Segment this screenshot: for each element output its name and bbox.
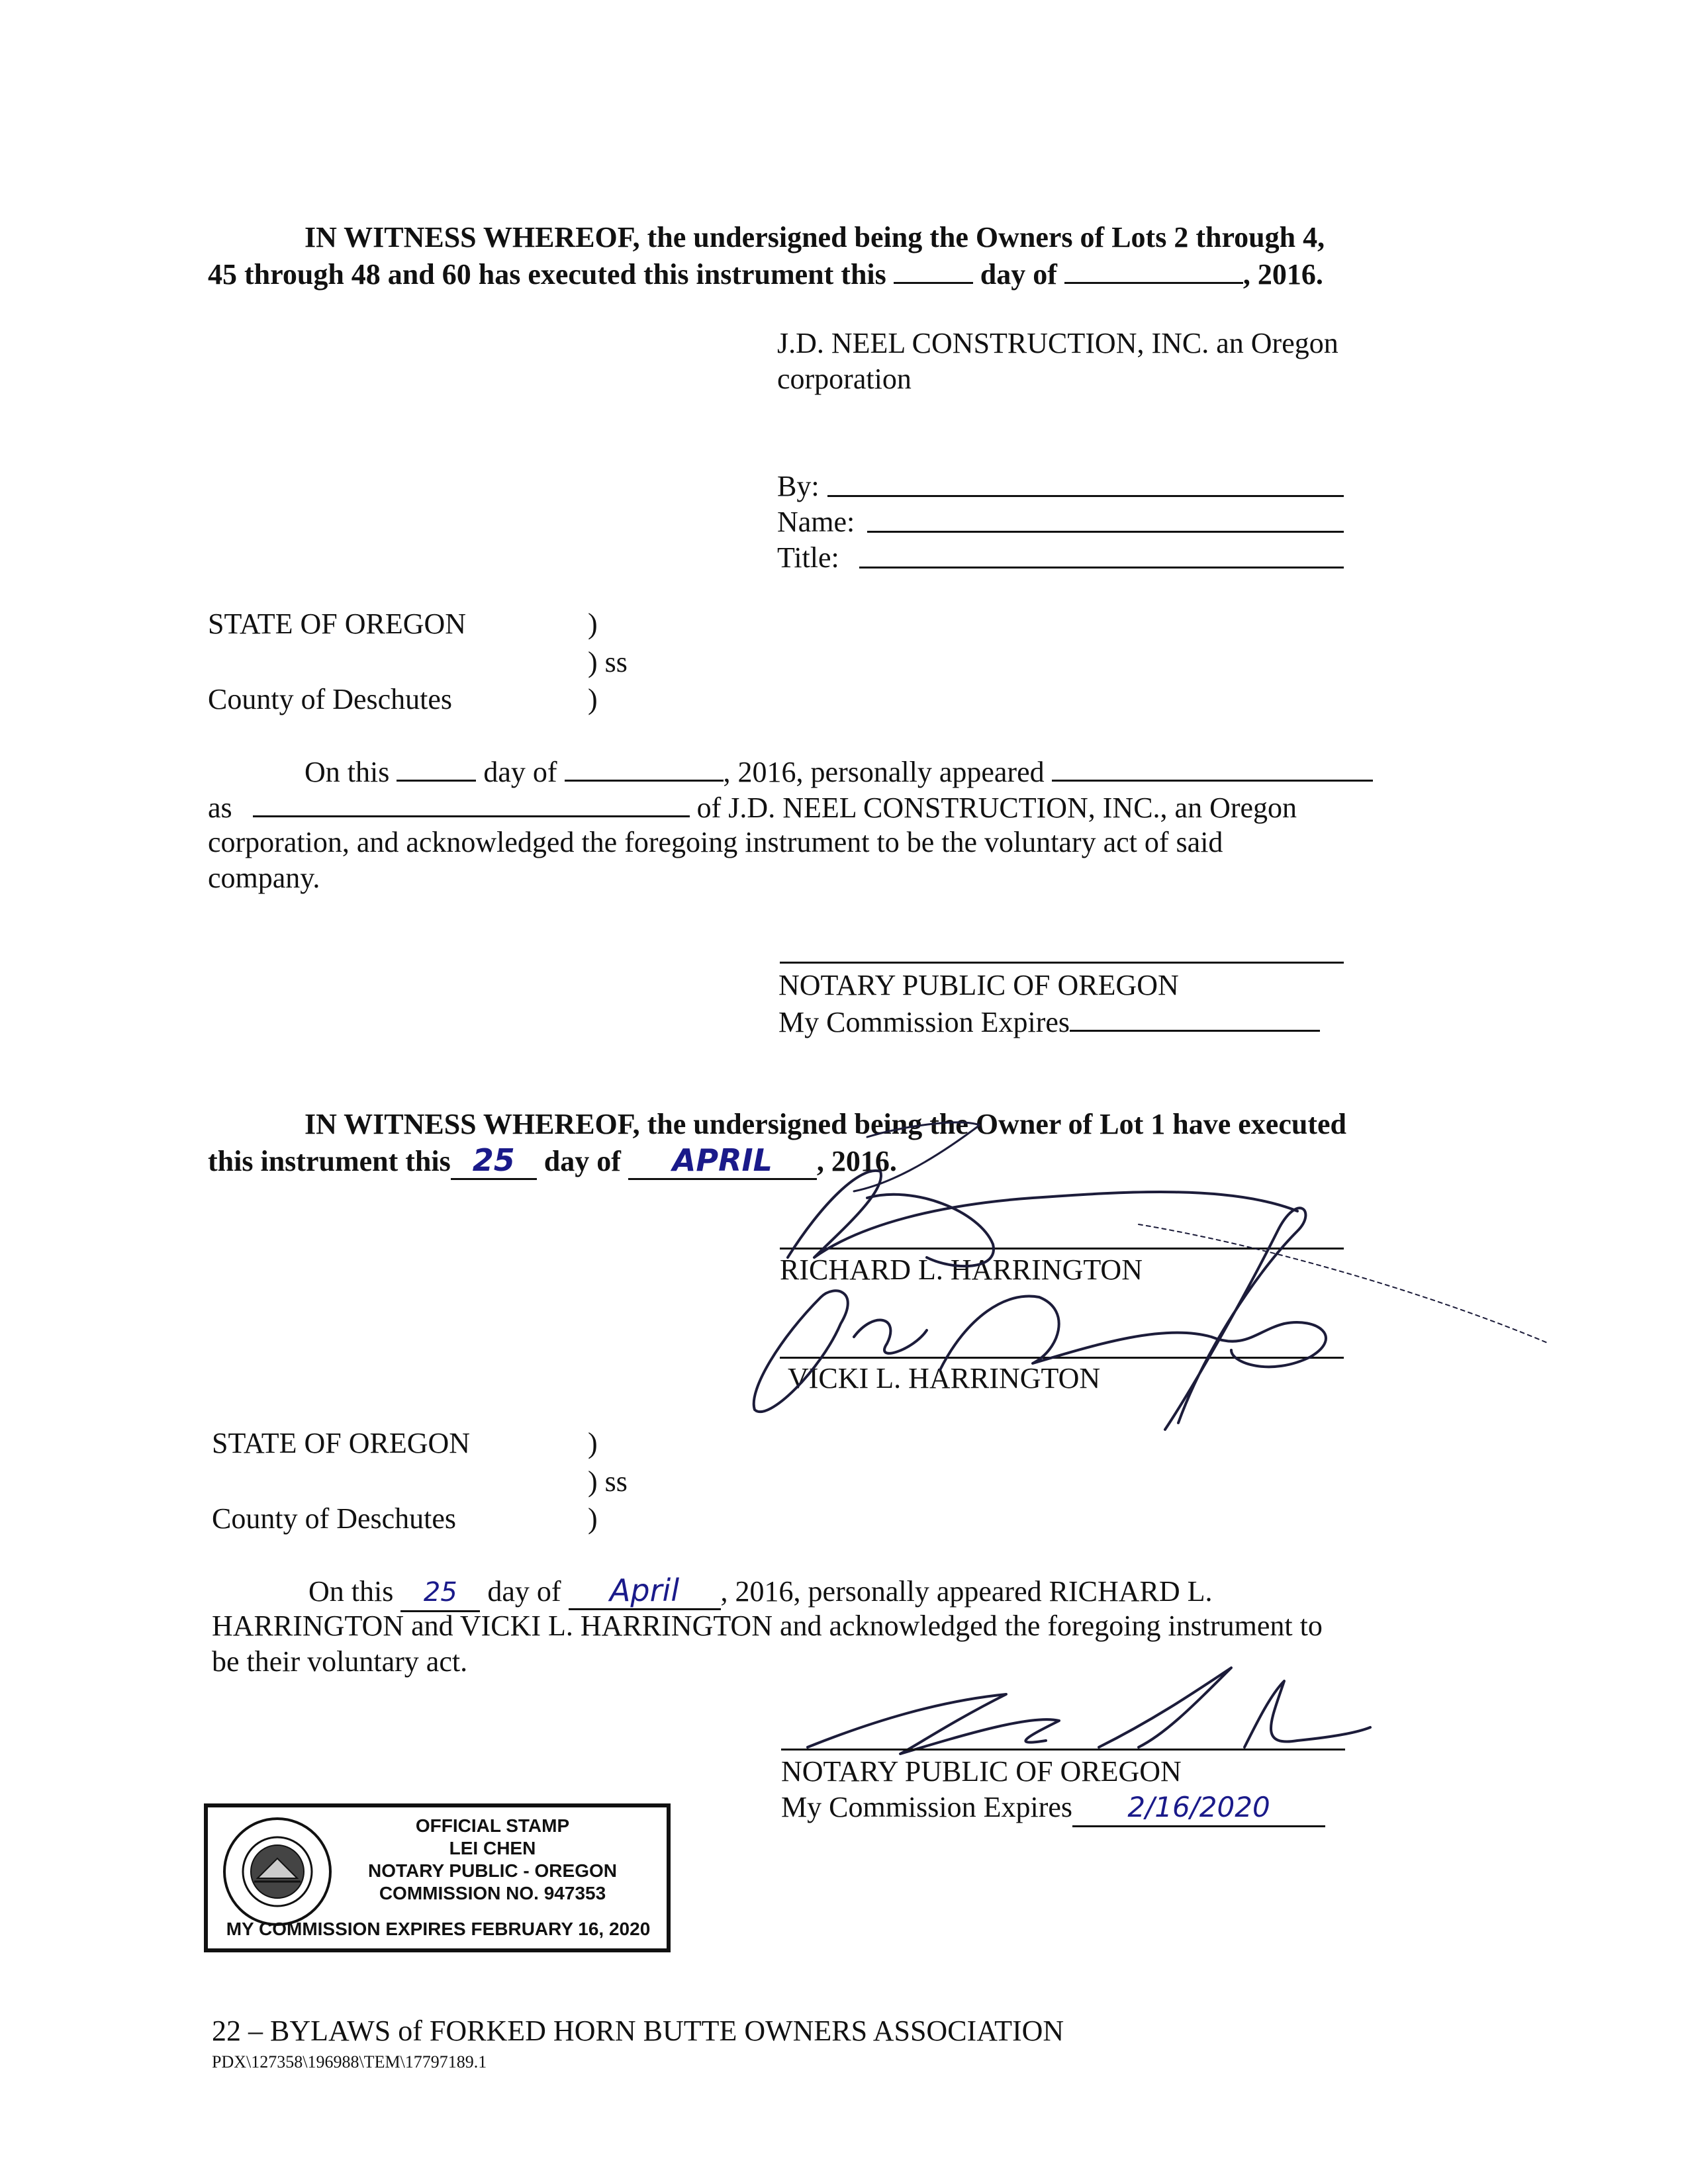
- stamp-line3: NOTARY PUBLIC - OREGON: [368, 1860, 617, 1881]
- ack2-p3: , 2016, personally appeared RICHARD L.: [720, 1575, 1213, 1608]
- by-label: By:: [777, 470, 820, 502]
- title-label: Title:: [777, 541, 839, 574]
- ack2-day[interactable]: 25: [400, 1574, 480, 1612]
- witness1-line2-c: , 2016.: [1243, 258, 1323, 291]
- name-label: Name:: [777, 506, 855, 538]
- venue2-county: County of Deschutes: [212, 1502, 457, 1535]
- venue2-state: STATE OF OREGON: [212, 1427, 471, 1459]
- ack1-p2: day of: [483, 756, 557, 788]
- witness1-line2-a: 45 through 48 and 60 has executed this instrument this: [208, 258, 886, 291]
- notary1-expires-label: My Commission Expires: [778, 1006, 1070, 1038]
- ack1-line4: company.: [208, 862, 320, 894]
- venue1-state: STATE OF OREGON: [208, 608, 467, 640]
- ack1-of-corp: of J.D. NEEL CONSTRUCTION, INC., an Oregon: [696, 792, 1297, 824]
- ack1-p3: , 2016, personally appeared: [723, 756, 1045, 788]
- ack2-line2: HARRINGTON and VICKI L. HARRINGTON and acknowledged the foregoing instrument to: [212, 1610, 1323, 1642]
- ack2-p2: day of: [487, 1575, 561, 1608]
- notary2-signature-line[interactable]: [781, 1749, 1345, 1751]
- corp-name-line1: J.D. NEEL CONSTRUCTION, INC. an Oregon: [777, 327, 1338, 359]
- corp-name-line2: corporation: [777, 363, 912, 395]
- notary2-expires-value[interactable]: 2/16/2020: [1072, 1790, 1325, 1827]
- witness1-line1: IN WITNESS WHEREOF, the undersigned being the Owners of Lots 2 through 4,: [305, 221, 1325, 253]
- venue1-county: County of Deschutes: [208, 683, 453, 715]
- footer-doc-id: PDX\127358\196988\TEM\17797189.1: [212, 2052, 487, 2071]
- venue1-paren3: ): [588, 683, 598, 715]
- ack2-line1: [308, 1572, 1213, 1612]
- stamp-line4: COMMISSION NO. 947353: [379, 1883, 606, 1903]
- venue1-ss: ) ss: [588, 646, 628, 678]
- ack2-line3: be their voluntary act.: [212, 1645, 468, 1678]
- notary1-title: NOTARY PUBLIC OF OREGON: [778, 969, 1179, 1001]
- notary2-signature-stroke1: [808, 1694, 1059, 1754]
- ack1-as: as: [208, 792, 232, 824]
- witness2-day[interactable]: 25: [451, 1142, 537, 1180]
- venue1-paren1: ): [588, 608, 598, 640]
- witness2-line1: IN WITNESS WHEREOF, the undersigned being the Owner of Lot 1 have executed: [305, 1108, 1346, 1140]
- witness2-line2-a: this instrument this: [208, 1145, 451, 1177]
- witness2-line2-c: , 2016.: [816, 1145, 897, 1177]
- notary2-signature-stroke3: [1244, 1681, 1370, 1747]
- witness1-line2-b: day of: [980, 258, 1057, 291]
- state-seal-icon: [221, 1815, 334, 1928]
- notary2-signature-stroke2: [1099, 1668, 1231, 1747]
- ack1-line3: corporation, and acknowledged the foregoing instrument to be the voluntary act of said: [208, 826, 1223, 858]
- venue2-paren1: ): [588, 1427, 598, 1459]
- richard-signature-stroke: [788, 1171, 1297, 1257]
- ack2-p1: On this: [308, 1575, 394, 1608]
- witness2-scribble: [854, 1122, 980, 1191]
- vicki-signature-stroke2: [854, 1320, 927, 1353]
- witness2-month[interactable]: APRIL: [628, 1142, 817, 1180]
- official-stamp: [204, 1803, 671, 1952]
- ack1-p1: On this: [305, 756, 390, 788]
- signer1-name: RICHARD L. HARRINGTON: [780, 1253, 1143, 1286]
- stamp-line1: OFFICIAL STAMP: [415, 1815, 570, 1836]
- notary2-expires-label: My Commission Expires: [781, 1791, 1073, 1823]
- vicki-signature-stroke1: [754, 1291, 848, 1412]
- venue2-paren3: ): [588, 1502, 598, 1535]
- venue2-ss: ) ss: [588, 1465, 628, 1498]
- ack2-month[interactable]: April: [569, 1572, 721, 1610]
- vicki-signature-stroke3: [940, 1296, 1326, 1370]
- notary2-expires: [781, 1790, 1325, 1827]
- signer2-name: VICKI L. HARRINGTON: [788, 1362, 1101, 1394]
- footer-title: 22 – BYLAWS of FORKED HORN BUTTE OWNERS ASSOCIATION: [212, 2015, 1064, 2047]
- stamp-line2: LEI CHEN: [449, 1838, 536, 1858]
- richard-signature-tail: [1139, 1224, 1549, 1343]
- witness2-line2-b: day of: [543, 1145, 621, 1177]
- notary2-title: NOTARY PUBLIC OF OREGON: [781, 1755, 1182, 1788]
- vicki-signature-stroke4: [1165, 1208, 1305, 1430]
- stamp-line5: MY COMMISSION EXPIRES FEBRUARY 16, 2020: [226, 1919, 651, 1939]
